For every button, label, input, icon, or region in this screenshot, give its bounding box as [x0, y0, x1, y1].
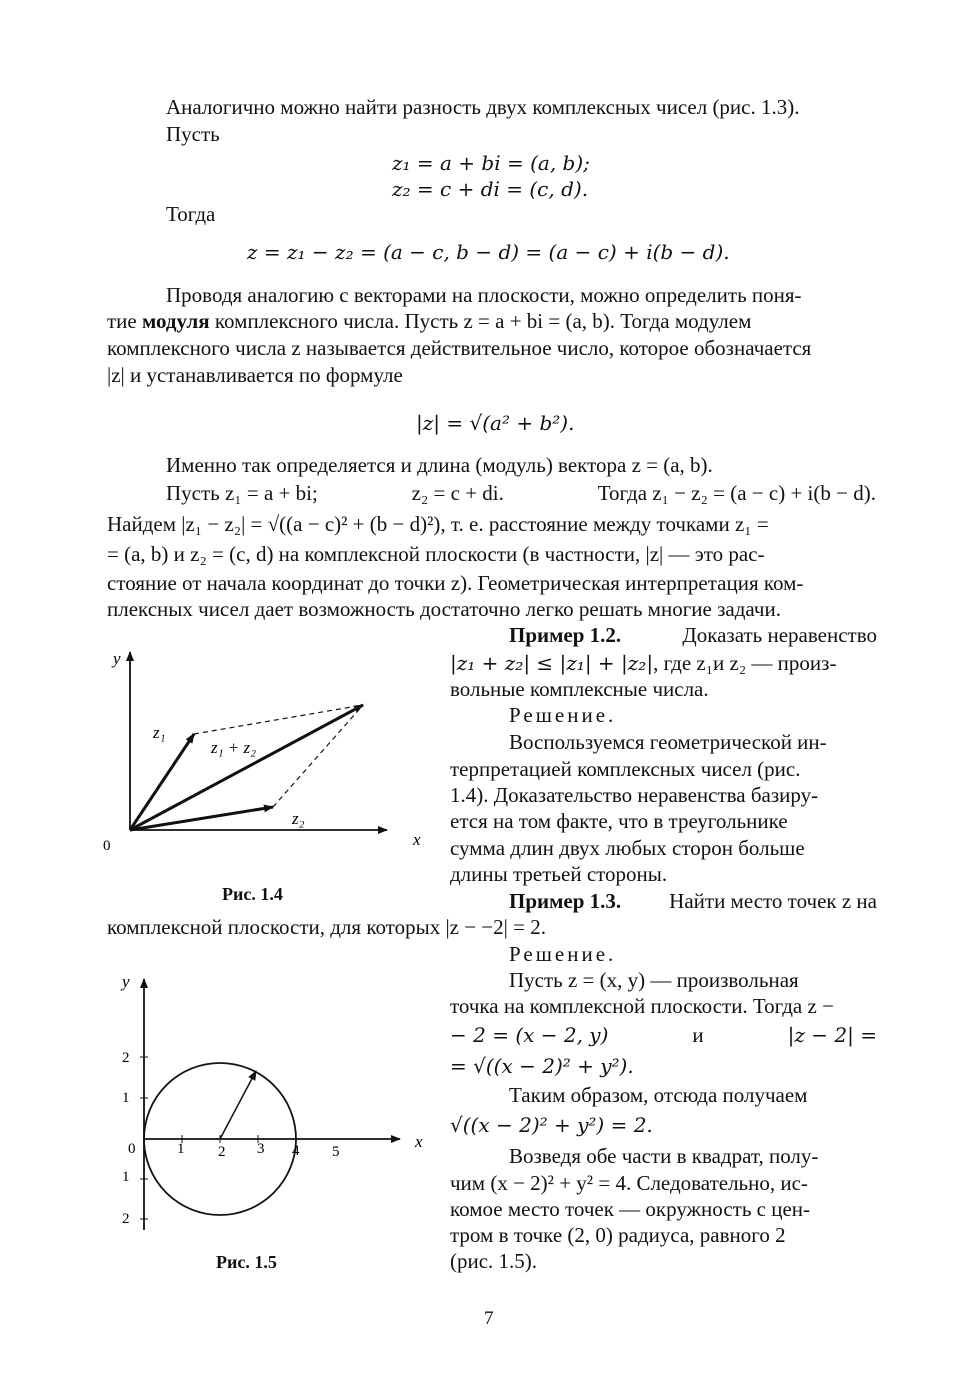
text-fragment: |z − 2| =: [787, 1023, 877, 1047]
x-tick-label: 1: [177, 1141, 185, 1157]
text-line: Проводя аналогию с векторами на плоскости, можно определить поня-: [166, 283, 802, 307]
dashed-line: [273, 705, 363, 807]
y-label: y: [113, 649, 121, 668]
x-label: x: [415, 1132, 423, 1151]
label-sum: z₁ + z₂: [211, 738, 257, 757]
text-line: [509, 1082, 877, 1108]
text-line: Тогда: [166, 202, 216, 226]
text-line: [107, 308, 751, 334]
text-fragment: Пусть z = (x, y) — произвольная: [509, 968, 799, 992]
text-fragment: и: [692, 1023, 704, 1047]
y-tick-label: 2: [122, 1050, 130, 1066]
x-label: x: [413, 830, 421, 849]
text-line: |z| и устанавливается по формуле: [107, 363, 403, 387]
formula-distance: = √((x − 2)² + y²).: [450, 1054, 634, 1078]
text-line: комплексного числа z называется действительное число, которое обозначается: [107, 336, 812, 360]
formula-difference: z = z₁ − z₂ = (a − c, b − d) = (a − c) + i(b − d).: [247, 240, 730, 264]
text-line: [166, 480, 876, 506]
formula-triangle-inequality: |z₁ + z₂| ≤ |z₁| + |z₂|: [450, 651, 654, 675]
text-line: [509, 967, 877, 993]
origin-label: 0: [128, 1141, 136, 1157]
text-line: сумма длин двух любых сторон больше: [450, 836, 805, 860]
figure-1-5: [110, 965, 440, 1235]
text-line: стояние от начала координат до точки z). Геометрическая интерпретация ком-: [107, 571, 804, 595]
text-fragment: Найти место точек z на: [669, 889, 877, 913]
term-modulus: модуля: [142, 309, 210, 333]
text-line: Аналогично можно найти разность двух комплексных чисел (рис. 1.3).: [166, 95, 800, 119]
text-fragment: Доказать неравенство: [682, 623, 877, 647]
solution-label: Решение.: [509, 703, 617, 727]
y-label: y: [122, 972, 130, 991]
text-fragment: Тогда z₁ − z₂ = (a − c) + i(b − d).: [597, 481, 876, 505]
text-fragment: Таким образом, отсюда получаем: [509, 1083, 808, 1107]
origin-label: 0: [103, 838, 111, 854]
text-line: комое место точек — окружность с цен-: [450, 1197, 811, 1221]
example-title: Пример 1.2.: [509, 623, 622, 647]
text-line: комплексной плоскости, для которых |z − −2| = 2.: [107, 915, 546, 939]
text-line: = (a, b) и z₂ = (c, d) на комплексной плоскости (в частности, |z| — это рас-: [107, 542, 765, 566]
text-line: вольные комплексные числа.: [450, 677, 709, 701]
formula-modulus: |z| = √(a² + b²).: [416, 411, 575, 435]
solution-label: Решение.: [509, 942, 617, 966]
label-z1: z₁: [153, 723, 166, 742]
radius-vector: [220, 1071, 256, 1139]
x-tick-label: 5: [332, 1144, 340, 1160]
y-tick-label: 1: [122, 1169, 130, 1185]
text-fragment: комплексного числа. Пусть z = a + bi = (a, b). Тогда модулем: [214, 309, 752, 333]
text-line: точка на комплексной плоскости. Тогда z −: [450, 994, 834, 1018]
text-line: Пусть: [166, 122, 220, 146]
formula-circle-eq: √((x − 2)² + y²) = 2.: [450, 1113, 653, 1137]
x-tick-label: 4: [292, 1143, 300, 1159]
formula-z1: z₁ = a + bi = (a, b);: [392, 151, 590, 175]
text-fragment: z₂ = c + di.: [411, 481, 504, 505]
text-fragment: тие: [107, 309, 137, 333]
text-line: [450, 1022, 877, 1048]
text-line: Воспользуемся геометрической ин-: [509, 730, 827, 754]
formula-z2: z₂ = c + di = (c, d).: [392, 177, 589, 201]
y-tick-label: 1: [122, 1090, 130, 1106]
vector-z1: [130, 734, 194, 830]
label-z2: z₂: [292, 809, 305, 828]
text-line: (рис. 1.5).: [450, 1249, 538, 1273]
text-line: длины третьей стороны.: [450, 862, 668, 886]
text-line: 1.4). Доказательство неравенства базиру-: [450, 783, 819, 807]
text-line: [450, 650, 836, 676]
x-tick-label: 3: [257, 1141, 265, 1157]
text-line: Возведя обе части в квадрат, полу-: [509, 1144, 819, 1168]
text-line: чим (x − 2)² + y² = 4. Следовательно, ис-: [450, 1171, 808, 1195]
y-tick-label: 2: [122, 1211, 130, 1227]
text-line: терпретацией комплексных чисел (рис.: [450, 757, 801, 781]
text-fragment: − 2 = (x − 2, y): [450, 1023, 609, 1047]
example-title: Пример 1.3.: [509, 889, 622, 913]
text-line: тром в точке (2, 0) радиуса, равного 2: [450, 1223, 786, 1247]
text-fragment: Пусть z₁ = a + bi;: [166, 481, 318, 505]
text-line: плексных чисел дает возможность достаточно легко решать многие задачи.: [107, 597, 781, 621]
text-line: Именно так определяется и длина (модуль) вектора z = (a, b).: [166, 453, 713, 477]
page-number: 7: [484, 1308, 494, 1329]
text-line: [509, 888, 877, 914]
figure-1-4-caption: Рис. 1.4: [222, 884, 283, 904]
text-line: ется на том факте, что в треугольнике: [450, 809, 788, 833]
figure-1-4: [95, 640, 435, 870]
x-tick-label: 2: [218, 1144, 226, 1160]
text-fragment: , где z₁и z₂ — произ-: [653, 651, 837, 675]
text-line: Найдем |z₁ − z₂| = √((a − c)² + (b − d)²), т. е. расстояние между точками z₁ =: [107, 512, 769, 536]
figure-1-5-caption: Рис. 1.5: [216, 1252, 277, 1272]
text-line: [509, 622, 877, 648]
